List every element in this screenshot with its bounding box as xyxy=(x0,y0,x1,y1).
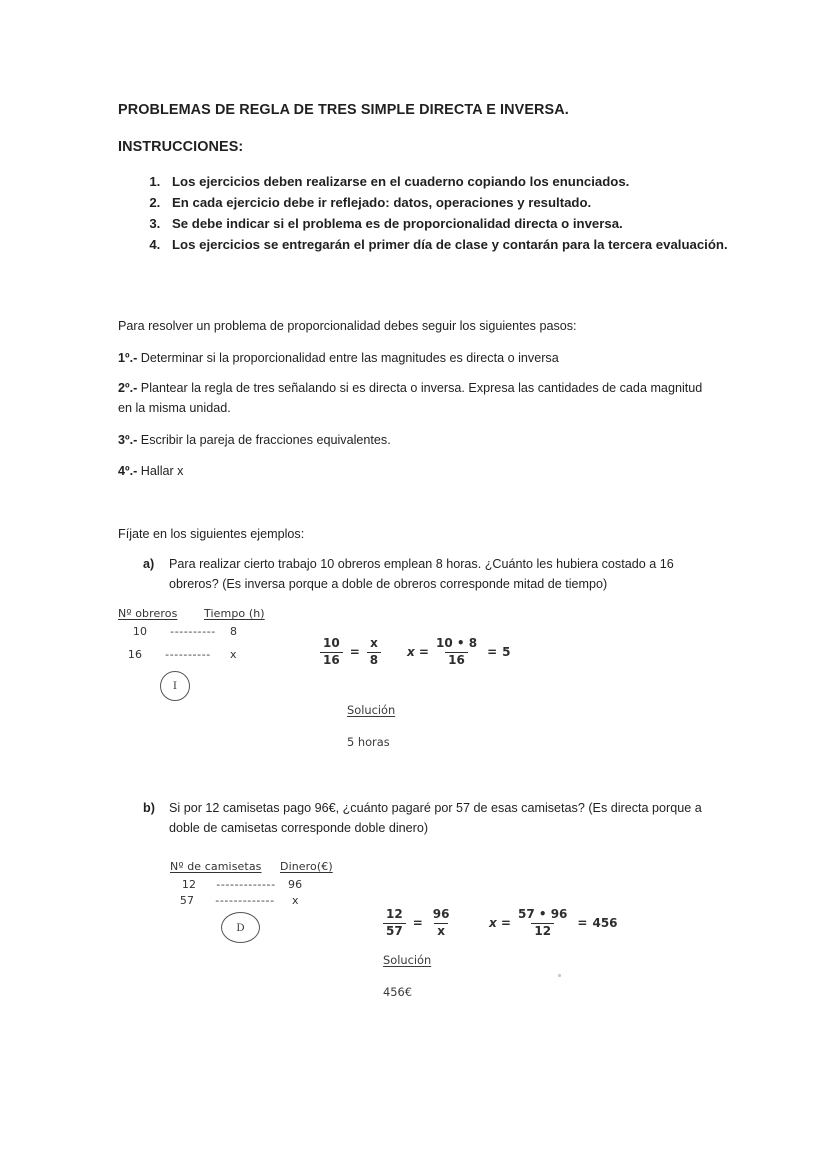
fraction-left xyxy=(383,908,406,939)
table-row xyxy=(118,625,270,638)
numerator: x xyxy=(370,636,378,650)
step-4 xyxy=(118,462,718,482)
proportionality-tag-letter: D xyxy=(236,921,245,934)
example-b xyxy=(143,798,723,838)
step-1-text: Determinar si la proporcionalidad entre las magnitudes es directa o inversa xyxy=(137,351,559,365)
example-b-proportion-table xyxy=(170,860,342,907)
scan-speck xyxy=(558,974,561,977)
proportionality-tag-direct xyxy=(221,912,260,943)
column-header-magnitude-2: Tiempo (h) xyxy=(204,607,265,620)
cell-value-left: 10 xyxy=(132,625,148,638)
example-a-proportion-table xyxy=(118,607,270,661)
list-item: 3. Se debe indicar si el problema es de proporcionalidad directa o inversa. xyxy=(164,214,764,234)
numerator: 12 xyxy=(386,907,403,921)
solve-result: 456 xyxy=(592,916,618,931)
example-b-solution-value: 456€ xyxy=(383,985,412,999)
instructions-heading: INSTRUCCIONES: xyxy=(118,139,244,155)
equals-sign: = xyxy=(412,916,423,931)
instructions-list xyxy=(118,172,764,256)
fraction-right xyxy=(367,637,381,668)
row-dashes: ------------- xyxy=(215,894,275,907)
column-header-magnitude-1: Nº de camisetas xyxy=(170,860,262,873)
numerator: 10 xyxy=(323,636,340,650)
list-item: 1. Los ejercicios deben realizarse en el cuaderno copiando los enunciados. xyxy=(164,172,764,192)
fraction-left xyxy=(320,637,343,668)
example-a-solution-value: 5 horas xyxy=(347,735,390,749)
proportionality-tag-letter: I xyxy=(172,680,178,692)
step-4-marker: 4º.- xyxy=(118,464,138,478)
step-1-marker: 1º.- xyxy=(118,351,138,365)
example-a-proportion-equation xyxy=(318,637,383,668)
step-1 xyxy=(118,349,718,369)
numerator: 96 xyxy=(432,907,450,921)
step-4-text: Hallar x xyxy=(137,464,184,478)
denominator: 57 xyxy=(383,923,406,939)
row-dashes: ------------- xyxy=(216,878,276,891)
numerator: 10 • 8 xyxy=(435,636,478,650)
cell-value-right: x xyxy=(230,648,237,661)
step-3-marker: 3º.- xyxy=(118,433,138,447)
denominator: 12 xyxy=(531,923,554,939)
table-header-row xyxy=(118,607,270,620)
unknown-lead: x = xyxy=(489,916,511,931)
cell-value-left: 12 xyxy=(181,878,197,891)
example-b-solution-label: Solución xyxy=(383,953,432,967)
solve-result: 5 xyxy=(502,645,511,660)
step-3-text: Escribir la pareja de fracciones equivalentes. xyxy=(137,433,391,447)
step-2-marker: 2º.- xyxy=(118,381,138,395)
row-dashes: ---------- xyxy=(170,625,216,638)
step-3 xyxy=(118,431,718,451)
example-a-solution-label: Solución xyxy=(347,703,396,717)
column-header-magnitude-1: Nº obreros xyxy=(118,607,178,620)
cell-value-right: x xyxy=(292,894,299,907)
examples-lead: Fíjate en los siguientes ejemplos: xyxy=(118,527,305,541)
page-title: PROBLEMAS DE REGLA DE TRES SIMPLE DIRECTA E INVERSA. xyxy=(118,102,569,118)
proportionality-tag-inverse xyxy=(160,671,190,701)
example-b-marker: b) xyxy=(143,801,155,815)
table-row xyxy=(170,878,342,891)
intro-paragraph: Para resolver un problema de proporcionalidad debes seguir los siguientes pasos: xyxy=(118,319,577,333)
example-a-marker: a) xyxy=(143,557,155,571)
step-2-text: Plantear la regla de tres señalando si es directa o inversa. Expresa las cantidades de cada magnitud en la misma unidad. xyxy=(118,381,703,415)
equals-sign: = xyxy=(577,916,588,931)
cell-value-right: 96 xyxy=(288,878,303,891)
example-a-solve-equation xyxy=(407,637,510,668)
example-b-proportion-equation xyxy=(381,908,454,939)
fraction-right xyxy=(430,908,453,939)
denominator: 16 xyxy=(445,652,468,668)
table-header-row xyxy=(170,860,342,873)
equals-sign: = xyxy=(349,645,360,660)
equals-sign: = xyxy=(487,645,498,660)
column-header-magnitude-2: Dinero(€) xyxy=(280,860,333,873)
list-item: 4. Los ejercicios se entregarán el primer día de clase y contarán para la tercera evaluación. xyxy=(164,235,764,255)
list-item: 2. En cada ejercicio debe ir reflejado: datos, operaciones y resultado. xyxy=(164,193,764,213)
denominator: x xyxy=(434,923,448,939)
fraction-solve xyxy=(433,637,480,668)
unknown-lead: x = xyxy=(407,645,429,660)
numerator: 57 • 96 xyxy=(517,907,568,921)
example-a-statement: Para realizar cierto trabajo 10 obreros emplean 8 horas. ¿Cuánto les hubiera costado a 16 obreros? (Es inversa porque a doble de obreros corresponde mitad de tiempo) xyxy=(169,557,674,592)
denominator: 16 xyxy=(320,652,343,668)
denominator: 8 xyxy=(367,652,381,668)
example-b-solve-equation xyxy=(489,908,618,939)
table-row xyxy=(118,648,270,661)
row-dashes: ---------- xyxy=(165,648,211,661)
cell-value-right: 8 xyxy=(230,625,238,638)
cell-value-left: 57 xyxy=(179,894,195,907)
example-b-statement: Si por 12 camisetas pago 96€, ¿cuánto pagaré por 57 de esas camisetas? (Es directa porque a doble de camisetas corresponde doble dinero) xyxy=(169,801,702,836)
table-row xyxy=(170,894,342,907)
fraction-solve xyxy=(515,908,570,939)
cell-value-left: 16 xyxy=(127,648,143,661)
step-2 xyxy=(118,379,718,418)
example-a xyxy=(143,554,723,594)
